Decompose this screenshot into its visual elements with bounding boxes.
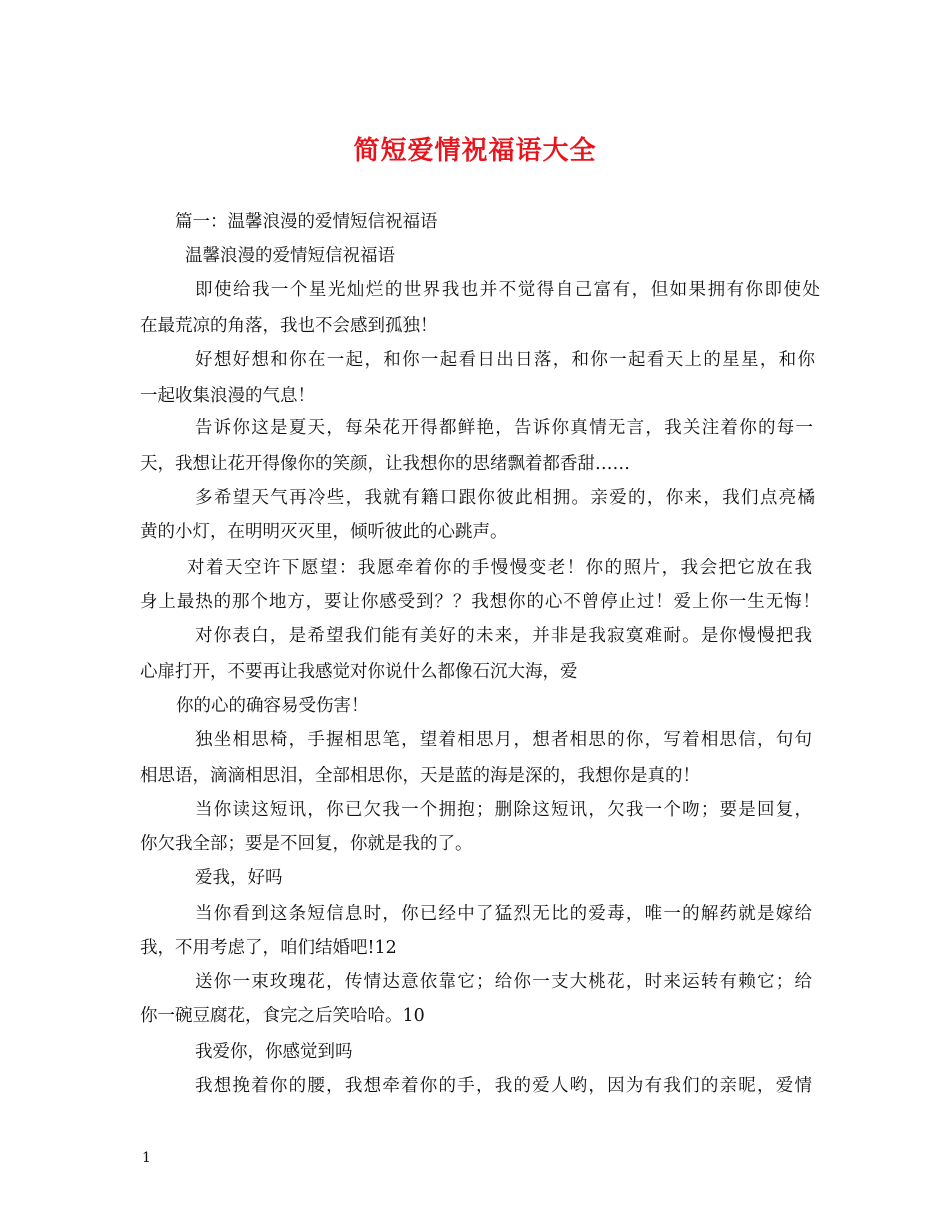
paragraph-line: 相思语，滴滴相思泪，全部相思你，天是蓝的海是深的，我想你是真的！ — [140, 766, 700, 786]
paragraph-line: 送你一束玫瑰花，传情达意依靠它；给你一支大桃花，时来运转有赖它；给 — [195, 972, 812, 992]
paragraph-line: 好想好想和你在一起，和你一起看日出日落，和你一起看天上的星星，和你 — [195, 350, 815, 370]
paragraph-line: 我想挽着你的腰，我想牵着你的手，我的爱人哟，因为有我们的亲昵，爱情 — [195, 1076, 812, 1096]
paragraph-line: 对你表白，是希望我们能有美好的未来，并非是我寂寞难耐。是你慢慢把我 — [195, 626, 812, 646]
paragraph-line: 你的心的确容易受伤害！ — [176, 696, 369, 716]
paragraph-line: 黄的小灯，在明明灭灭里，倾听彼此的心跳声。 — [140, 522, 508, 542]
paragraph-line: 一起收集浪漫的气息！ — [140, 386, 315, 406]
paragraph-line: 多希望天气再冷些，我就有籍口跟你彼此相拥。亲爱的，你来，我们点亮橘 — [195, 488, 815, 508]
paragraph-line: 我爱你，你感觉到吗 — [195, 1042, 353, 1062]
paragraph-line: 爱我，好吗 — [195, 868, 283, 888]
paragraph-line: 即使给我一个星光灿烂的世界我也并不觉得自己富有，但如果拥有你即使处 — [195, 280, 820, 300]
document-title: 简短爱情祝福语大全 — [353, 136, 597, 166]
paragraph-line: 对着天空许下愿望：我愿牵着你的手慢慢变老！你的照片，我会把它放在我 — [187, 558, 812, 578]
subheading: 温馨浪漫的爱情短信祝福语 — [185, 246, 395, 266]
page-number: 1 — [142, 1150, 151, 1166]
paragraph-line: 我，不用考虑了，咱们结婚吧!12 — [140, 938, 397, 958]
paragraph-line: 当你看到这条短信息时，你已经中了猛烈无比的爱毒，唯一的解药就是嫁给 — [195, 904, 812, 924]
paragraph-line: 身上最热的那个地方，要让你感受到？？我想你的心不曾停止过！爱上你一生无悔！ — [140, 592, 820, 612]
paragraph-line: 在最荒凉的角落，我也不会感到孤独！ — [140, 316, 438, 336]
paragraph-line: 独坐相思椅，手握相思笔，望着相思月，想者相思的你，写着相思信，句句 — [195, 730, 812, 750]
paragraph-line: 心扉打开，不要再让我感觉对你说什么都像石沉大海，爱 — [140, 662, 578, 682]
section-heading: 篇一：温馨浪漫的爱情短信祝福语 — [175, 212, 438, 232]
paragraph-line: 你一碗豆腐花，食完之后笑哈哈。10 — [140, 1006, 425, 1026]
paragraph-line: 告诉你这是夏天，每朵花开得都鲜艳，告诉你真情无言，我关注着你的每一 — [195, 418, 813, 438]
paragraph-line: 天，我想让花开得像你的笑颜，让我想你的思绪飘着都香甜…… — [140, 454, 630, 474]
paragraph-line: 当你读这短讯，你已欠我一个拥抱；删除这短讯，欠我一个吻；要是回复， — [195, 800, 812, 820]
paragraph-line: 你欠我全部；要是不回复，你就是我的了。 — [140, 834, 473, 854]
